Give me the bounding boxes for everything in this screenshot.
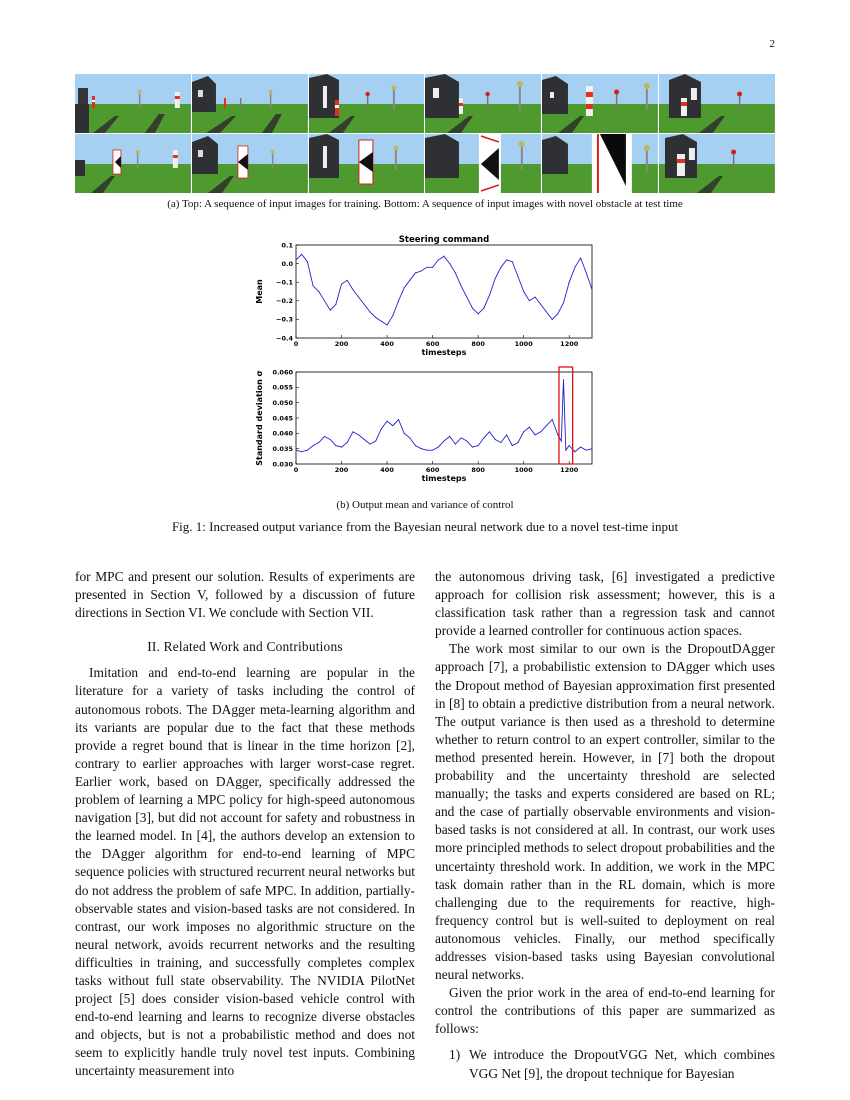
test-frame xyxy=(192,134,308,193)
data-point xyxy=(352,289,353,290)
training-frame xyxy=(309,74,425,133)
test-frame xyxy=(542,134,658,193)
data-point xyxy=(449,436,450,437)
training-image-strip xyxy=(75,74,775,133)
right-paragraph-3: Given the prior work in the area of end-to-end learning for control the contributions of this paper are summarized as follows: xyxy=(435,985,775,1037)
x-tick-label: 1200 xyxy=(560,340,579,348)
x-tick-label: 1000 xyxy=(514,466,533,474)
data-point xyxy=(565,450,566,451)
data-point xyxy=(341,284,342,285)
data-point xyxy=(546,311,547,312)
left-paragraph-2: Imitation and end-to-end learning are popular in the literature for a variety of tasks including the control of autonomous robots. The DAgger meta-learning algorithm and its variants are popular due to the fact that these methods provide a regret bound that is linear in the time horizon [2], contrary to earlier approaches with larger worst-case regret. Earlier work, based on DAgger, specifically addressed the problem of learning a MPC policy for high-speed autonomous navigation [3], but did not account for safety and robustness in the learned model. In [4], the authors develop an extension to the DAgger algorithm for end-to-end learning of MPC sequence policies with structured recurrent neural networks but do not address the problem of safe MPC. In addition, partially-observable states and vision-based tasks are not considered. In contrast, our work imposes no algorithmic structure on the neural network, avoids recurrent networks and the resulting difficulties in training, and successfully completes complex tasks without full state observability. The NVIDIA PilotNet project [5] does consider vision-based vehicle control with end-to-end learning and learns to recognize diverse obstacles and objects, but is not a probabilistic method and does not seem to explicitly handle truly novel test inputs. Combining uncertainty measurement into xyxy=(75,665,415,1079)
data-point xyxy=(580,447,581,448)
y-tick-label: −0.3 xyxy=(276,315,293,324)
data-point xyxy=(318,442,319,443)
data-point xyxy=(307,450,308,451)
data-point xyxy=(529,427,530,428)
data-point xyxy=(449,263,450,264)
data-point xyxy=(489,295,490,296)
data-point xyxy=(580,258,581,259)
data-point xyxy=(404,433,405,434)
data-point xyxy=(432,267,433,268)
x-tick-label: 800 xyxy=(471,466,485,474)
training-frame xyxy=(75,74,191,133)
y-tick-label: 0.045 xyxy=(272,414,293,423)
data-point xyxy=(364,439,365,440)
test-frame xyxy=(425,134,541,193)
data-point xyxy=(409,437,410,438)
data-point xyxy=(301,451,302,452)
x-tick-label: 600 xyxy=(425,466,440,474)
steering-std-chart-svg xyxy=(252,364,602,492)
data-point xyxy=(438,259,439,260)
data-point xyxy=(432,450,433,451)
data-point xyxy=(335,445,336,446)
data-point xyxy=(574,267,575,268)
data-point xyxy=(415,272,416,273)
data-point xyxy=(352,431,353,432)
data-point xyxy=(426,450,427,451)
data-point xyxy=(557,313,558,314)
data-point xyxy=(569,282,570,283)
data-point xyxy=(500,442,501,443)
data-point xyxy=(313,285,314,286)
x-tick-label: 1200 xyxy=(560,466,579,474)
data-point xyxy=(324,300,325,301)
data-point xyxy=(557,434,558,435)
data-point xyxy=(415,445,416,446)
data-point xyxy=(552,319,553,320)
left-column xyxy=(75,568,415,1081)
section-heading: II. Related Work and Contributions xyxy=(147,639,343,655)
y-tick-label: 0.0 xyxy=(281,259,293,268)
data-point xyxy=(500,267,501,268)
data-point xyxy=(381,321,382,322)
data-point xyxy=(552,419,553,420)
data-point xyxy=(370,311,371,312)
data-point xyxy=(540,431,541,432)
data-point xyxy=(483,308,484,309)
data-point xyxy=(358,297,359,298)
data-point xyxy=(301,254,302,255)
data-point xyxy=(483,437,484,438)
data-point xyxy=(421,271,422,272)
data-point xyxy=(529,300,530,301)
data-point xyxy=(574,451,575,452)
data-point xyxy=(409,280,410,281)
data-point xyxy=(438,447,439,448)
data-point xyxy=(472,447,473,448)
data-point xyxy=(313,445,314,446)
test-image-strip xyxy=(75,134,775,193)
x-tick-label: 200 xyxy=(334,466,349,474)
training-frame xyxy=(542,74,658,133)
data-point xyxy=(466,441,467,442)
right-column xyxy=(435,568,775,1083)
figure-caption-a: (a) Top: A sequence of input images for training. Bottom: A sequence of input images with novel obstacle at test time xyxy=(167,198,683,210)
data-point xyxy=(592,448,593,449)
test-frame xyxy=(75,134,191,193)
data-point xyxy=(444,256,445,257)
data-point xyxy=(398,300,399,301)
figure-caption: Fig. 1: Increased output variance from the Bayesian neural network due to a novel test-time input xyxy=(171,519,679,534)
y-tick-label: 0.040 xyxy=(272,429,293,438)
plot-frame xyxy=(296,245,592,338)
data-point xyxy=(307,261,308,262)
data-point xyxy=(375,317,376,318)
data-point xyxy=(495,278,496,279)
data-point xyxy=(387,324,388,325)
x-tick-label: 200 xyxy=(334,340,349,348)
chart-title: Steering command xyxy=(398,235,490,245)
x-tick-label: 400 xyxy=(380,466,394,474)
list-number: 1) xyxy=(449,1047,461,1063)
data-point xyxy=(523,291,524,292)
training-frame xyxy=(425,74,541,133)
data-point xyxy=(370,444,371,445)
data-point xyxy=(330,439,331,440)
y-tick-label: 0.050 xyxy=(272,398,293,407)
training-frame xyxy=(192,74,308,133)
data-point xyxy=(341,447,342,448)
data-point xyxy=(489,431,490,432)
x-tick-label: 1000 xyxy=(514,340,533,348)
right-paragraph-1: the autonomous driving task, [6] investigated a predictive approach for collision risk assessment; however, this is a classification task rather than a regression task and cannot provide a learned controller for continuous action spaces. xyxy=(435,569,775,639)
data-point xyxy=(563,302,564,303)
data-point xyxy=(324,436,325,437)
data-point xyxy=(358,434,359,435)
data-point xyxy=(455,444,456,445)
left-paragraph-1: for MPC and present our solution. Results of experiments are presented in Section V, followed by a discussion of future directions in Section VI. We conclude with Section VII. xyxy=(75,569,415,621)
x-tick-label: 800 xyxy=(471,340,485,348)
y-tick-label: 0.055 xyxy=(272,383,293,392)
data-point xyxy=(461,437,462,438)
test-frame xyxy=(659,134,775,193)
data-point xyxy=(523,431,524,432)
list-text: We introduce the DropoutVGG Net, which combines VGG Net [9], the dropout technique for Bayesian xyxy=(469,1047,775,1081)
data-point xyxy=(318,291,319,292)
data-point xyxy=(330,310,331,311)
series-line xyxy=(296,254,592,325)
data-point xyxy=(381,428,382,429)
data-point xyxy=(478,445,479,446)
right-paragraph-2: The work most similar to our own is the DropoutDAgger approach [7], a probabilistic extension to DAgger which uses the Dropout method of Bayesian approximation first presented in [8] to obtain a predictive distribution from a neural network. The output variance is then used as a threshold to determine whether to return control to an expert controller, similar to the method presented herein. However, in [7] both the dropout probability and the uncertainty threshold are selected manually; the tasks and experts considered are based on RL; and the case of partially observable environments and vision-based tasks is not considered at all. In contrast, our work uses more principled methods to select dropout probabilities and the uncertainty threshold work. In addition, we work in the MPC task domain rather than in the RL domain, which is more challenging due to the requirements for reactive, high-frequency control but is well-suited to deployment on real autonomous vehicles. Finally, our method specifically addresses vision-based tasks using Bayesian convolutional neural networks. xyxy=(435,641,775,983)
data-point xyxy=(546,425,547,426)
data-point xyxy=(421,448,422,449)
contribution-list-item xyxy=(435,1046,775,1082)
y-tick-label: 0.1 xyxy=(281,241,293,250)
data-point xyxy=(404,287,405,288)
data-point xyxy=(518,276,519,277)
data-point xyxy=(472,308,473,309)
y-tick-label: −0.4 xyxy=(276,334,293,343)
data-point xyxy=(540,304,541,305)
data-point xyxy=(398,419,399,420)
steering-std-chart xyxy=(252,364,602,492)
data-point xyxy=(512,261,513,262)
data-point xyxy=(347,280,348,281)
y-axis-label: Standard deviation σ xyxy=(255,370,264,466)
y-tick-label: −0.1 xyxy=(276,278,293,287)
data-point xyxy=(518,442,519,443)
data-point xyxy=(387,421,388,422)
page-number: 2 xyxy=(769,38,775,50)
data-point xyxy=(392,425,393,426)
data-point xyxy=(569,445,570,446)
data-point xyxy=(586,450,587,451)
x-tick-label: 400 xyxy=(380,340,394,348)
steering-mean-chart xyxy=(252,232,602,362)
data-point xyxy=(466,297,467,298)
data-point xyxy=(512,445,513,446)
y-tick-label: −0.2 xyxy=(276,297,293,306)
data-point xyxy=(296,450,297,451)
data-point xyxy=(455,272,456,273)
x-tick-label: 0 xyxy=(293,340,299,348)
data-point xyxy=(426,267,427,268)
data-point xyxy=(561,441,562,442)
y-axis-label: Mean xyxy=(255,279,264,304)
x-tick-label: 600 xyxy=(425,340,440,348)
plot-frame xyxy=(296,372,592,464)
data-point xyxy=(478,313,479,314)
data-point xyxy=(444,441,445,442)
data-point xyxy=(392,315,393,316)
y-tick-label: 0.030 xyxy=(272,460,293,469)
data-point xyxy=(535,297,536,298)
training-frame xyxy=(659,74,775,133)
data-point xyxy=(335,304,336,305)
data-point xyxy=(535,434,536,435)
x-axis-label: timesteps xyxy=(421,348,467,357)
data-point xyxy=(375,441,376,442)
steering-mean-chart-svg xyxy=(252,232,602,362)
data-point xyxy=(506,259,507,260)
y-tick-label: 0.060 xyxy=(272,368,293,377)
y-tick-label: 0.035 xyxy=(272,444,293,453)
test-frame xyxy=(309,134,425,193)
x-axis-label: timesteps xyxy=(421,474,467,483)
figure-caption-b: (b) Output mean and variance of control xyxy=(336,499,514,511)
data-point xyxy=(586,272,587,273)
data-point xyxy=(506,434,507,435)
data-point xyxy=(592,289,593,290)
data-point xyxy=(563,379,564,380)
data-point xyxy=(461,285,462,286)
data-point xyxy=(347,442,348,443)
data-point xyxy=(495,439,496,440)
data-point xyxy=(296,259,297,260)
x-tick-label: 0 xyxy=(293,466,299,474)
data-point xyxy=(364,304,365,305)
